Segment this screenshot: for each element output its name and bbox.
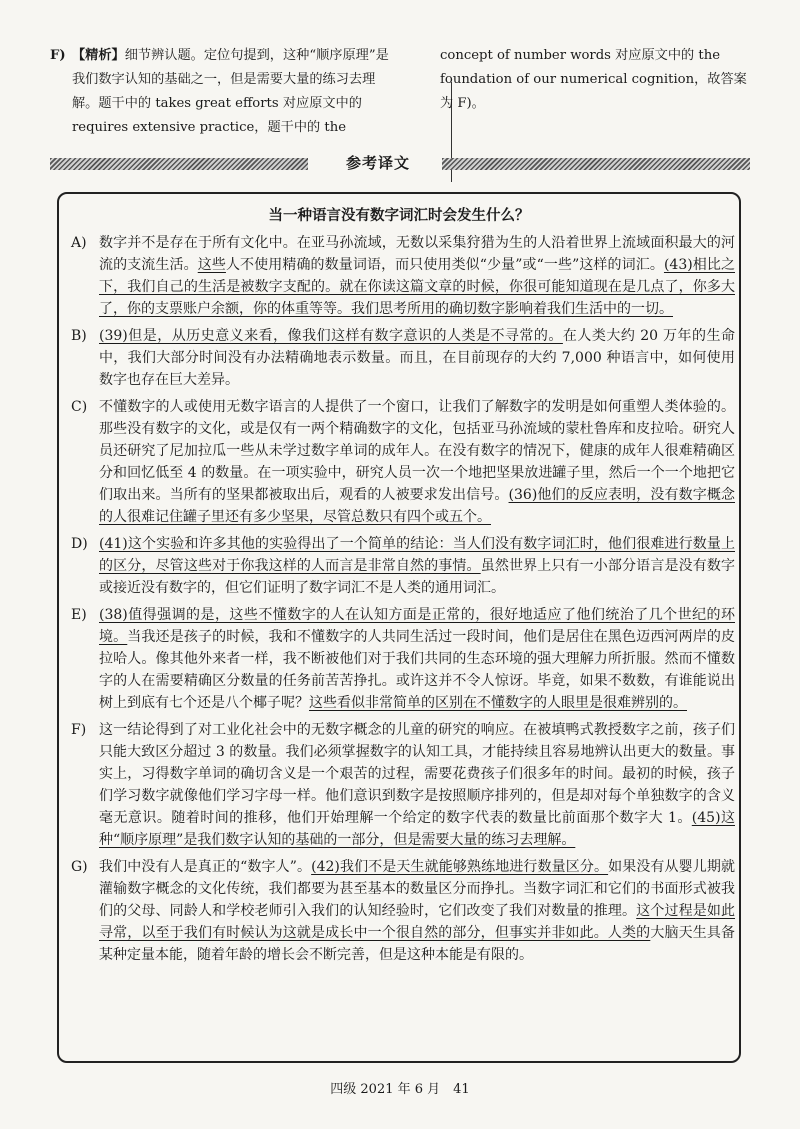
paragraph-text: 不懂数字的人或使用无数字语言的人提供了一个窗口，让我们了解数字的发明是如何重塑人类体验的。那些没有数字的文化，或是仅有一两个精确数字的文化，包括亚马孙流域的蒙杜鲁库和皮拉哈。研究人员还研究了尼加拉瓜一些从未学过数字单词的成年人。在没有数字的情况下，健康的成年人很难精确区分和回忆低至 4 的数量。在一项实验中，研究人员一次一个地把坚果放进罐子里，然后一个一个地把它们取出来。当所有的坚果都被取出后，观看的人被要求发出信号。 bbox=[99, 399, 735, 503]
paragraph-b bbox=[71, 325, 735, 391]
paragraph-label: G) bbox=[71, 859, 88, 875]
underlined-text: (41)这个实验和许多其他的实验得出了一个简单的结论：当人们没有数字词汇时，他们很难进行数量上的区分，尽管这些对于你我这样的人而言是非常自然的事情。 bbox=[99, 536, 735, 574]
answer-explanation-block bbox=[50, 44, 750, 144]
article-title: 当一种语言没有数字词汇时会发生什么？ bbox=[268, 208, 530, 224]
paragraph-text: 在人类大约 20 万年的生命中，我们大部分时间没有办法精确地表示数量。而且，在目前现存的大约 7,000 种语言中，如何使用数字也存在巨大差异。 bbox=[99, 328, 735, 388]
explanation-left-column bbox=[50, 44, 395, 140]
section-title: 参考译文 bbox=[345, 154, 410, 172]
paragraph-g bbox=[71, 856, 735, 966]
section-banner bbox=[50, 150, 750, 176]
paragraph-label: C) bbox=[71, 399, 88, 415]
paragraph-text: 如果没有从婴儿期就灌输数字概念的文化传统，我们都要为甚至基本的数量区分而挣扎。当数字词汇和它们的书面形式被我们的父母、同龄人和学校老师引入我们的认知经验时，它们改变了我们对数量的推理。 bbox=[99, 859, 735, 919]
underlined-text: 这些 bbox=[197, 257, 226, 273]
underlined-text: (38)值得强调的是，这些不懂数字的人在认知方面是正常的，很好地适应了他们统治了几个世纪的环境。 bbox=[99, 607, 735, 645]
explanation-label: F) bbox=[50, 48, 66, 63]
underlined-text: (42)我们不是天生就能够熟练地进行数量区分。 bbox=[311, 859, 609, 875]
explanation-text-left: 细节辨认题。定位句提到，这种“顺序原理”是我们数字认知的基础之一，但是需要大量的练习去理解。题干中的 takes great efforts 对应原文中的 requires extensive practice，题干中的 the bbox=[72, 48, 389, 135]
paragraph-label: B) bbox=[71, 328, 87, 344]
paragraph-text: 我们中没有人是真正的“数字人”。 bbox=[99, 859, 312, 875]
paragraph-text: 人不使用精确的数量词语，而只使用类似“少量”或“一些”这样的词汇。 bbox=[225, 257, 664, 273]
page-footer: 四级 2021 年 6 月 41 bbox=[330, 1082, 470, 1097]
underlined-text: (43)相比之下，我们自己的生活是被数字支配的。就在你读这篇文章的时候，你很可能知道现在是几点了，你多大了，你的支票账户余额，你的体重等等。我们思考所用的确切数字影响着我们生活中的一切。 bbox=[99, 257, 735, 317]
paragraph-f bbox=[71, 719, 735, 851]
paragraph-label: E) bbox=[71, 607, 87, 623]
paragraph-text: 这一结论得到了对工业化社会中的无数字概念的儿童的研究的响应。在被填鸭式教授数字之前，孩子们只能大致区分超过 3 的数量。我们必须掌握数字的认知工具，才能持续且容易地辨认出更大的数量。事实上，习得数字单词的确切含义是一个艰苦的过程，需要花费孩子们很多年的时间。最初的时候，孩子们学习数字就像他们学习字母一样。他们意识到数字是按照顺序排列的，但是却对每个单独数字的含义毫无意识。随着时间的推移，他们开始理解一个给定的数字代表的数量比前面那个数字大 1。 bbox=[99, 722, 735, 826]
paragraph-e bbox=[71, 604, 735, 714]
paragraph-label: D) bbox=[71, 536, 88, 552]
explanation-tag: 【精析】 bbox=[72, 48, 125, 63]
paragraph-c bbox=[71, 396, 735, 528]
banner-hatch-right bbox=[442, 158, 750, 170]
paragraph-d bbox=[71, 533, 735, 599]
underlined-text: 这个过程是如此寻常，以至于我们有时候认为这就是成长中一个很自然的部分，但事实并非如此。人类的 bbox=[99, 903, 736, 941]
paragraph-a bbox=[71, 232, 735, 320]
underlined-text: 这些看似非常简单的区别在不懂数字的人眼里是很难辨别的。 bbox=[309, 695, 687, 711]
paragraph-text: 大脑天生具备某种定量本能，随着年龄的增长会不断完善，但是这种本能是有限的。 bbox=[99, 925, 736, 963]
paragraph-text: 虽然世界上只有一小部分语言是没有数字或接近没有数字的，但它们证明了数字词汇不是人类的通用词汇。 bbox=[99, 558, 736, 596]
paragraph-label: A) bbox=[71, 235, 87, 251]
paragraph-list bbox=[71, 232, 735, 971]
paragraph-text: 数字并不是存在于所有文化中。在亚马孙流域，无数以采集狩猎为生的人沿着世界上流域面积最大的河流的支流生活。 bbox=[99, 235, 735, 273]
underlined-text: (39)但是，从历史意义来看，像我们这样有数字意识的人类是不寻常的。 bbox=[99, 328, 563, 344]
underlined-text: (36)他们的反应表明，没有数字概念的人很难记住罐子里还有多少坚果，尽管总数只有四个或五个。 bbox=[99, 487, 735, 525]
translation-box bbox=[57, 192, 741, 1063]
banner-hatch-left bbox=[50, 158, 308, 170]
underlined-text: (45)这种“顺序原理”是我们数字认知的基础的一部分，但是需要大量的练习去理解。 bbox=[99, 810, 735, 848]
paragraph-label: F) bbox=[71, 722, 87, 738]
paragraph-text: 当我还是孩子的时候，我和不懂数字的人共同生活过一段时间，他们是居住在黑色迈西河两岸的皮拉哈人。像其他外来者一样，我不断被他们对于我们共同的生态环境的强大理解力所折服。然而不懂数字的人在需要精确区分数量的任务前苦苦挣扎。或许这并不令人惊讶。毕竟，如果不数数，有谁能说出树上到底有七个还是八个椰子呢？ bbox=[99, 629, 736, 711]
explanation-right-column: concept of number words 对应原文中的 the foundation of our numerical cognition，故答案为 F)。 bbox=[440, 48, 747, 111]
